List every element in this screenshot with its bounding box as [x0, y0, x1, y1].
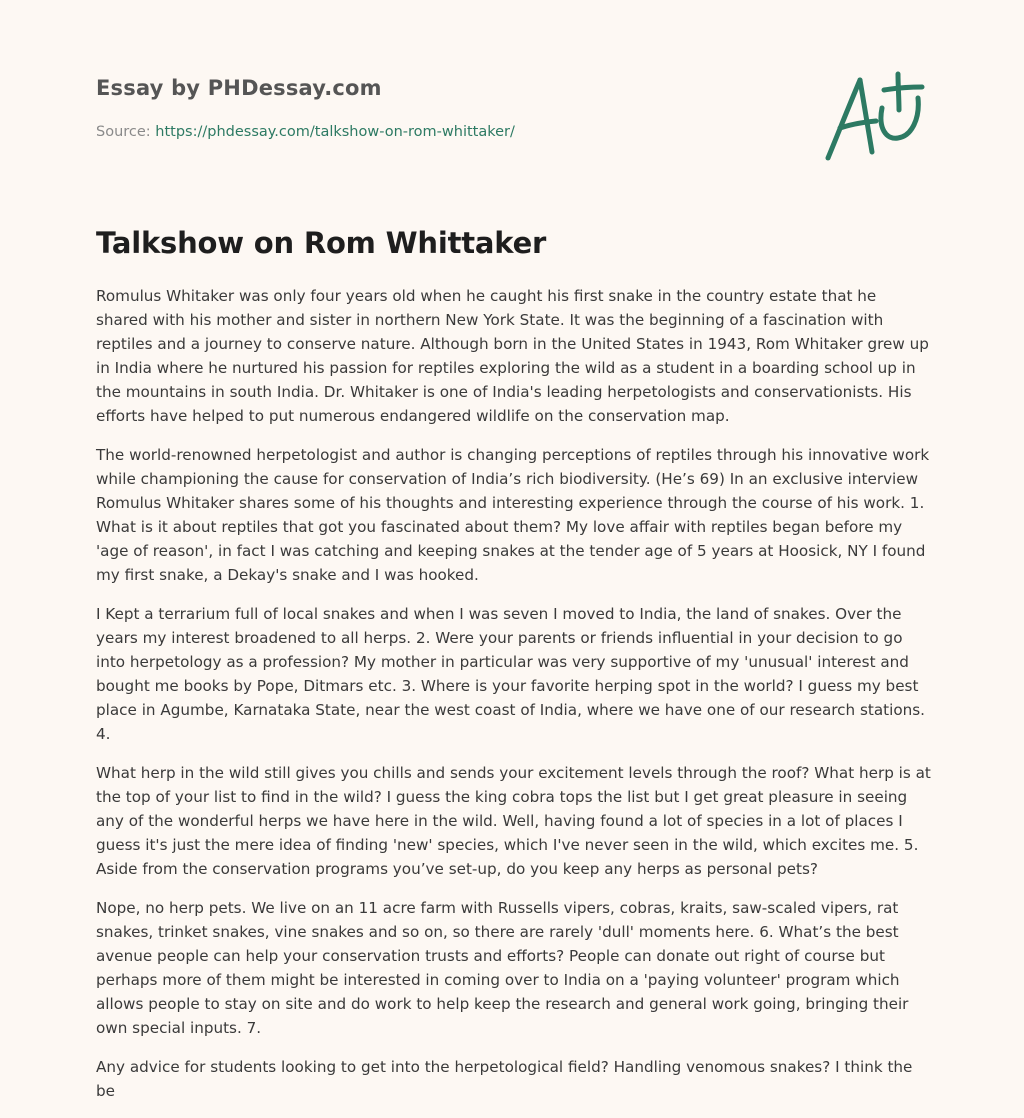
article-body [96, 284, 932, 1118]
a-plus-grade-icon [822, 68, 926, 164]
source-link[interactable]: https://phdessay.com/talkshow-on-rom-whittaker/ [155, 124, 515, 140]
paragraph: Nope, no herp pets. We live on an 11 acre farm with Russells vipers, cobras, kraits, saw-scaled vipers, rat snakes, trinket snakes, vine snakes and so on, so there are rarely 'dull' moments here. 6. What’s the best avenue people can help your conservation trusts and efforts? People can donate out right of course but perhaps more of them might be interested in coming over to India on a 'paying volunteer' program which allows people to stay on site and do work to help keep the research and general work going, bringing their own special inputs. 7. [96, 899, 909, 1037]
paragraph: Any advice for students looking to get into the herpetological field? Handling venomous snakes? I think the be [96, 1058, 913, 1100]
source-line [96, 124, 515, 140]
paragraph: Romulus Whitaker was only four years old when he caught his first snake in the country estate that he shared with his mother and sister in northern New York State. It was the beginning of a fascination with reptiles and a journey to conserve nature. Although born in the United States in 1943, Rom Whitaker grew up in India where he nurtured his passion for reptiles exploring the wild as a student in a boarding school up in the mountains in south India. Dr. Whitaker is one of India's leading herpetologists and conservationists. His efforts have helped to put numerous endangered wildlife on the conservation map. [96, 287, 929, 425]
source-label: Source: [96, 124, 156, 140]
article-title: Talkshow on Rom Whittaker [96, 226, 547, 260]
paragraph: What herp in the wild still gives you chills and sends your excitement levels through the roof? What herp is at the top of your list to find in the wild? I guess the king cobra tops the list but I get great pleasure in seeing any of the wonderful herps we have here in the wild. Well, having found a lot of species in a lot of places I guess it's just the mere idea of finding 'new' species, which I've never seen in the wild, which excites me. 5. Aside from the conservation programs you’ve set-up, do you keep any herps as personal pets? [96, 764, 931, 878]
paragraph: I Kept a terrarium full of local snakes and when I was seven I moved to India, the land of snakes. Over the years my interest broadened to all herps. 2. Were your parents or friends influential in your decision to go into herpetology as a profession? My mother in particular was very supportive of my 'unusual' interest and bought me books by Pope, Ditmars etc. 3. Where is your favorite herping spot in the world? I guess my best place in Agumbe, Karnataka State, near the west coast of India, where we have one of our research stations. 4. [96, 605, 925, 743]
paragraph: The world-renowned herpetologist and author is changing perceptions of reptiles through his innovative work while championing the cause for conservation of India’s rich biodiversity. (He’s 69) In an exclusive interview Romulus Whitaker shares some of his thoughts and interesting experience through the course of his work. 1. What is it about reptiles that got you fascinated about them? My love affair with reptiles began before my 'age of reason', in fact I was catching and keeping snakes at the tender age of 5 years at Hoosick, NY I found my first snake, a Dekay's snake and I was hooked. [96, 446, 930, 584]
brand-title: Essay by PHDessay.com [96, 76, 382, 100]
